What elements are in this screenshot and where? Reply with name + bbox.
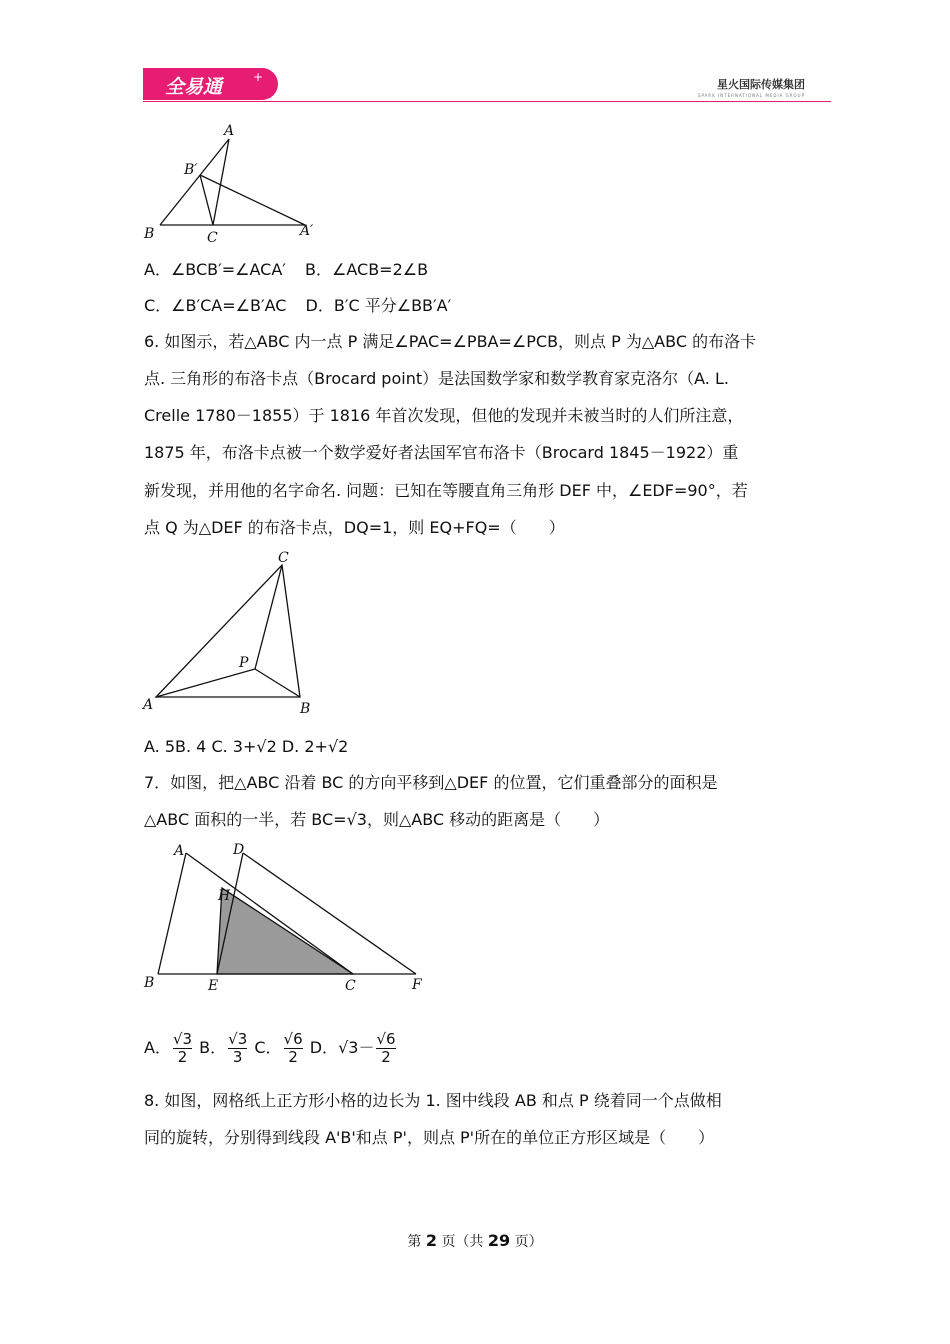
q7-text-line-2	[144, 810, 609, 830]
label-A: A	[224, 123, 235, 139]
q6-option-d-value: 2+√2	[304, 737, 349, 756]
q5-options-row-2	[144, 296, 451, 316]
label-A: A	[143, 697, 154, 713]
q7-bc-value: √3	[346, 810, 367, 829]
q5-option-d[interactable]: D．B′C 平分∠BB′A′	[305, 296, 452, 315]
q7-text-pre: △ABC 面积的一半，若 BC=	[144, 810, 347, 829]
q7-option-c-label: C．	[254, 1038, 282, 1057]
q7-option-b[interactable]	[199, 1028, 249, 1068]
q7-option-d[interactable]	[310, 1028, 398, 1068]
total-pages: 29	[487, 1231, 511, 1250]
q6-options-row	[144, 737, 348, 757]
q6-text-line: Crelle 1780－1855）于 1816 年首次发现，但他的发现并未被当时的人们所注意，	[144, 406, 744, 425]
q6-option-c[interactable]	[211, 737, 276, 757]
numerator: √6	[376, 1030, 396, 1048]
page-number: 2	[425, 1231, 437, 1250]
q7-option-c[interactable]	[254, 1028, 304, 1068]
company-name	[698, 76, 805, 98]
header-divider	[143, 101, 831, 102]
q5-option-a[interactable]: A．∠BCB′=∠ACA′	[144, 260, 286, 279]
q6-option-c-label: C.	[211, 737, 228, 756]
page-header	[143, 66, 831, 102]
q6-text-line: 6. 如图示，若△ABC 内一点 P 满足∠PAC=∠PBA=∠PCB，则点 P 为△ABC 的布洛卡	[144, 332, 757, 351]
q6-option-b[interactable]: B. 4	[175, 737, 207, 756]
q7-option-a[interactable]	[144, 1028, 194, 1068]
q6-text-line: 点 Q 为△DEF 的布洛卡点，DQ=1，则 EQ+FQ=（ ）	[144, 518, 565, 537]
label-H: H	[218, 888, 231, 904]
label-C: C	[345, 978, 356, 994]
numerator: √3	[172, 1030, 193, 1048]
q6-text-line: 1875 年，布洛卡点被一个数学爱好者法国军官布洛卡（Brocard 1845－1922）重	[144, 443, 739, 462]
label-C: C	[278, 550, 289, 566]
denominator: 3	[232, 1048, 243, 1066]
q6-option-a[interactable]: A. 5	[144, 737, 176, 756]
footer-post: 页）	[514, 1234, 543, 1250]
q6-text-line: 新发现，并用他的名字命名. 问题：已知在等腰直角三角形 DEF 中，∠EDF=90°，若	[144, 481, 748, 500]
denominator: 2	[288, 1048, 298, 1066]
q6-text-line: 点. 三角形的布洛卡点（Brocard point）是法国数学家和数学教育家克洛尔（A. L.	[144, 369, 729, 388]
label-E: E	[208, 978, 219, 994]
footer-mid: 页（共	[441, 1234, 484, 1250]
denominator: 2	[177, 1048, 188, 1066]
brand-logo	[143, 68, 278, 100]
label-D: D	[233, 842, 245, 858]
label-C: C	[207, 230, 218, 246]
label-A: A	[174, 843, 185, 859]
q7-option-b-label: B．	[199, 1038, 227, 1057]
numerator: √6	[283, 1030, 303, 1048]
footer-pre: 第	[407, 1234, 422, 1250]
label-P: P	[239, 655, 249, 671]
fraction	[228, 1031, 247, 1066]
figure-brocard-point	[140, 545, 330, 720]
q5-option-c[interactable]: C．∠B′CA=∠B′AC	[144, 296, 287, 315]
q5-options-row-1	[144, 260, 428, 280]
q7-options-row	[144, 1028, 398, 1068]
label-B: B	[300, 701, 311, 717]
q7-text-line: 7．如图，把△ABC 沿着 BC 的方向平移到△DEF 的位置，它们重叠部分的面积是	[144, 773, 718, 792]
label-B: B	[144, 975, 155, 991]
page-footer	[0, 1231, 950, 1251]
logo-text: 全易通	[165, 76, 223, 98]
label-A-prime: A′	[300, 223, 314, 239]
label-B: B	[144, 226, 155, 242]
fraction	[376, 1031, 395, 1066]
company-title: 星火国际传媒集团	[717, 78, 805, 91]
q8-text-line: 同的旋转，分别得到线段 A'B'和点 P'，则点 P'所在的单位正方形区域是（ ）	[144, 1128, 715, 1147]
label-F: F	[412, 977, 422, 993]
fraction	[284, 1031, 303, 1066]
fraction	[173, 1031, 192, 1066]
q5-option-b[interactable]: B．∠ACB=2∠B	[305, 260, 429, 279]
q6-option-d[interactable]	[282, 737, 348, 757]
q6-option-d-label: D.	[281, 737, 300, 756]
label-B-prime: B′	[184, 162, 198, 178]
q7-option-a-label: A．	[144, 1038, 171, 1057]
figure-translated-triangles	[140, 838, 440, 998]
q7-option-d-label: D．	[309, 1038, 339, 1057]
denominator: 2	[381, 1048, 391, 1066]
q6-option-c-value: 3+√2	[232, 737, 277, 756]
logo-plus-icon: +	[253, 70, 264, 84]
figure-rotated-triangles	[140, 118, 330, 248]
company-subtitle: SPARK INTERNATIONAL MEDIA GROUP	[697, 93, 805, 98]
q7-option-d-pre: √3－	[338, 1038, 375, 1057]
numerator: √3	[228, 1030, 248, 1048]
q8-text-line: 8. 如图，网格纸上正方形小格的边长为 1. 图中线段 AB 和点 P 绕着同一个点做相	[144, 1091, 722, 1110]
q7-text-post: ，则△ABC 移动的距离是（ ）	[366, 810, 610, 829]
